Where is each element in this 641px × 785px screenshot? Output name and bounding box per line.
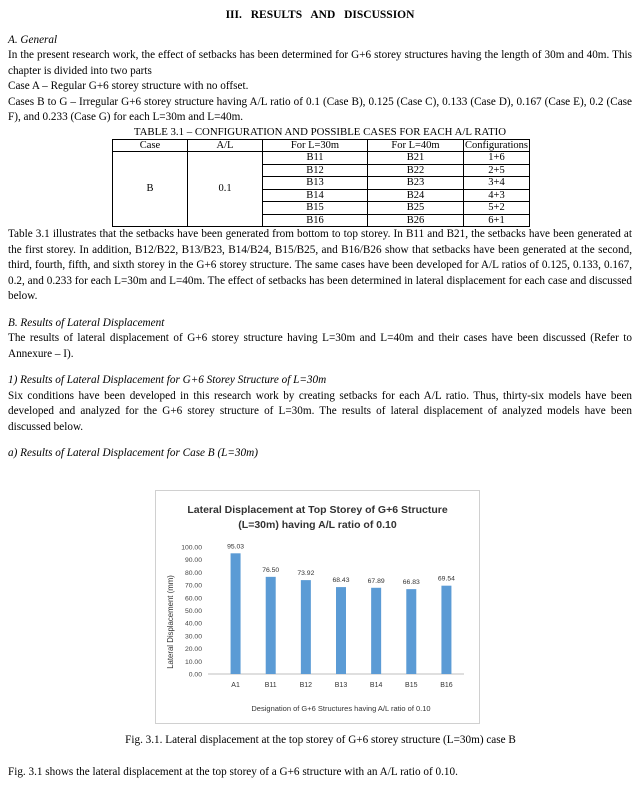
x-tick-label: B12: [299, 682, 313, 689]
table-header-configurations: Configurations: [465, 139, 528, 151]
bar-value-label: 95.03: [227, 543, 245, 551]
y-tick-label: 80.00: [184, 569, 202, 577]
paragraph-l30: Six conditions have been developed in this research work by creating setbacks for each A/L ratio. Thus, thirty-six models have been developed and analyzed for the G+6 storey structure of L=30m. The results of lateral displacement of analyzed models have been discussed below.: [8, 389, 632, 433]
y-tick-label: 20.00: [184, 646, 202, 654]
paragraph-lateral-displacement: The results of lateral displacement of G+6 storey structure having L=30m and L=40m and their cases have been discussed (Refer to Annexure – I).: [8, 332, 632, 360]
bar-value-label: 66.83: [402, 579, 420, 587]
lateral-displacement-chart: [155, 490, 480, 724]
table-cell-l40: B23: [368, 177, 464, 190]
chart-title-line-2: (L=30m) having A/L ratio of 0.10: [238, 519, 397, 531]
table-cell-ratio: 0.1: [188, 152, 263, 227]
paragraph-general-3: Cases B to G – Irregular G+6 storey structure having A/L ratio of 0.1 (Case B), 0.125 (Case C), 0.133 (Case D), 0.167 (Case E), 0.2 (Case F), and 0.233 (Case G) for each L=30m and L=40m.: [8, 95, 632, 123]
x-tick-label: B11: [264, 682, 277, 689]
paper-page: [8, 8, 632, 462]
y-tick-label: 30.00: [184, 633, 202, 641]
x-tick-label: B15: [405, 682, 418, 689]
chart-svg: [156, 491, 479, 723]
table-cell-l30: B11: [263, 152, 368, 165]
table-header-al: A/L: [188, 139, 263, 152]
subsection-case-b-heading: a) Results of Lateral Displacement for Case B (L=30m): [8, 447, 258, 459]
table-cell-config: 4+3: [464, 189, 530, 202]
bar: [371, 588, 381, 674]
y-tick-label: 70.00: [184, 582, 202, 590]
chart-title-line-1: Lateral Displacement at Top Storey of G+6 Structure: [187, 504, 448, 516]
table-cell-config: 2+5: [464, 164, 530, 177]
table-cell-l40: B26: [368, 214, 464, 227]
y-tick-label: 60.00: [184, 595, 202, 603]
table-cell-config: 6+1: [464, 214, 530, 227]
y-tick-label: 40.00: [184, 620, 202, 628]
table-header-case: Case: [113, 139, 188, 152]
x-tick-label: B16: [440, 682, 453, 689]
chart-y-axis-label: Lateral Displacement (mm): [166, 575, 175, 669]
table-header-l40: For L=40m: [368, 139, 464, 152]
table-cell-l40: B21: [368, 152, 464, 165]
y-tick-label: 10.00: [184, 658, 202, 666]
table-header-l30: For L=30m: [263, 139, 368, 152]
bar: [441, 586, 451, 674]
paragraph-table-description: Table 3.1 illustrates that the setbacks have been generated from bottom to top storey. In B11 and B21, the setbacks have been generated at the first storey. In addition, B12/B22, B13/B23, B14/B24, B15/B25, and B16/B26 show that setbacks have been generated at the second, third, fourth, fifth, and sixth storey in the G+6 storey structure. The same cases have been developed for A/L ratios of 0.125, 0.133, 0.167, 0.2, and 0.233 for each L=30m and L=40m. The effect of setbacks has been determined in lateral displacement for each case and discussed below.: [8, 228, 632, 302]
configuration-table: [112, 139, 530, 228]
table-cell-l40: B25: [368, 202, 464, 215]
bar-value-label: 68.43: [332, 577, 350, 585]
bar: [336, 587, 346, 674]
table-header-row: [113, 139, 530, 152]
figure-caption: Fig. 3.1. Lateral displacement at the top storey of G+6 storey structure (L=30m) case B: [125, 734, 516, 746]
subsection-general-heading: A. General: [8, 33, 58, 46]
bar: [266, 577, 276, 674]
table-cell-config: 5+2: [464, 202, 530, 215]
table-cell-l40: B22: [368, 164, 464, 177]
table-cell-l40: B24: [368, 189, 464, 202]
bar-value-label: 76.50: [262, 566, 280, 574]
x-tick-label: B13: [334, 682, 348, 689]
table-cell-config: 1+6: [464, 152, 530, 165]
bar: [406, 589, 416, 674]
table-cell-l30: B14: [263, 189, 368, 202]
table-cell-config: 3+4: [464, 177, 530, 190]
bar-value-label: 73.92: [297, 570, 315, 578]
subsection-lateral-displacement-heading: B. Results of Lateral Displacement: [8, 316, 165, 329]
section-title: III. RESULTS AND DISCUSSION: [225, 9, 415, 21]
x-tick-label: A1: [231, 682, 240, 689]
table-row: [113, 152, 530, 165]
table-cell-case: B: [113, 152, 188, 227]
bar-value-label: 69.54: [437, 575, 455, 583]
paragraph-final: Fig. 3.1 shows the lateral displacement at the top storey of a G+6 structure with an A/L ratio of 0.10.: [8, 766, 458, 778]
table-cell-l30: B16: [263, 214, 368, 227]
table-cell-l30: B13: [263, 177, 368, 190]
bar-value-label: 67.89: [367, 577, 385, 585]
chart-x-axis-label: Designation of G+6 Structures having A/L ratio of 0.10: [251, 704, 431, 713]
table-cell-l30: B15: [263, 202, 368, 215]
bar: [301, 580, 311, 674]
paragraph-general-1: In the present research work, the effect of setbacks has been determined for G+6 storey structures having the length of 30m and 40m. This chapter is divided into two parts: [8, 49, 632, 77]
bar: [231, 553, 241, 674]
y-tick-label: 0.00: [188, 671, 202, 679]
y-tick-label: 100.00: [181, 544, 202, 552]
table-cell-l30: B12: [263, 164, 368, 177]
x-tick-label: B14: [369, 682, 383, 689]
y-tick-label: 90.00: [184, 557, 202, 565]
table-caption: TABLE 3.1 – CONFIGURATION AND POSSIBLE CASES FOR EACH A/L RATIO: [133, 125, 507, 138]
y-tick-label: 50.00: [184, 608, 202, 615]
paragraph-general-2: Case A – Regular G+6 storey structure with no offset.: [8, 80, 249, 92]
subsection-l30-heading: 1) Results of Lateral Displacement for G+6 Storey Structure of L=30m: [8, 374, 327, 386]
